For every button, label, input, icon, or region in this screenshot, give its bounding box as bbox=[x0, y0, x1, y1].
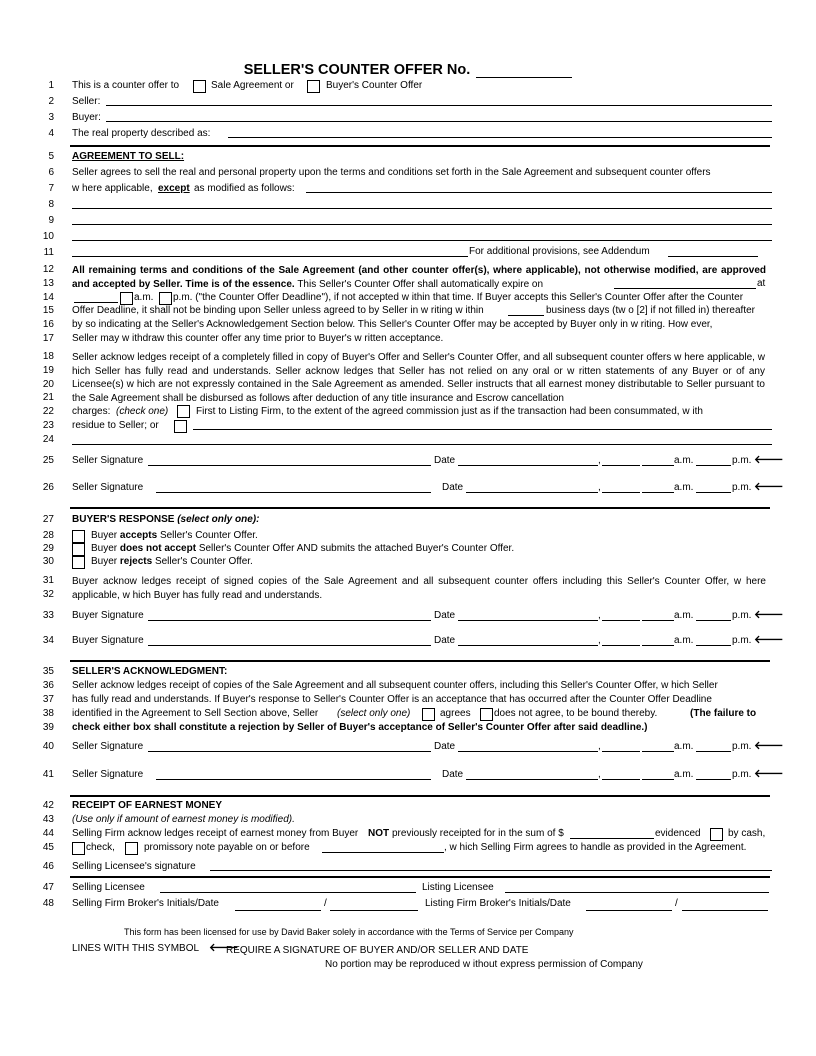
buyer-1-signature-label: Buyer Signature bbox=[72, 610, 144, 621]
lines-with-symbol-label: LINES WITH THIS SYMBOL bbox=[72, 943, 200, 954]
buyer-label: Buyer: bbox=[72, 112, 101, 123]
left-arrow-icon: 🡐 bbox=[754, 608, 784, 621]
promissory-date-field[interactable] bbox=[322, 852, 444, 853]
deadline-text-5: Seller may w ithdraw this counter offer any time prior to Buyer's w ritten acceptance. bbox=[72, 333, 444, 344]
seller-2-pm-label: p.m. bbox=[732, 482, 752, 493]
first-to-listing-firm-label: First to Listing Firm, to the extent of the agreed commission just as if the transaction had been consummated, w ith bbox=[196, 406, 703, 417]
line-number: 29 bbox=[42, 543, 54, 554]
seller-2-am-label: a.m. bbox=[674, 482, 694, 493]
line-number: 43 bbox=[42, 814, 54, 825]
line-number: 2 bbox=[48, 96, 54, 107]
line-number: 8 bbox=[48, 199, 54, 210]
buyers-counter-offer-checkbox[interactable] bbox=[307, 80, 320, 93]
seller-4-date-label: Date bbox=[442, 769, 464, 780]
seller-2-date-field[interactable] bbox=[466, 492, 598, 493]
buyer-2-year-field[interactable] bbox=[602, 645, 640, 646]
earnest-line-45c: , w hich Selling Firm agrees to handle as provided in the Agreement. bbox=[444, 842, 747, 853]
line-number: 38 bbox=[42, 708, 54, 719]
seller-2-date-label: Date bbox=[442, 482, 464, 493]
line-number: 31 bbox=[42, 575, 54, 586]
seller-name-field[interactable] bbox=[106, 105, 772, 106]
seller-1-time-am-field[interactable] bbox=[642, 465, 674, 466]
buyer-1-am-label: a.m. bbox=[674, 610, 694, 621]
agreement-text-line-6: Seller agrees to sell the real and personal property upon the terms and conditions set forth in the Sale Agreement and subsequent counter offers bbox=[72, 167, 711, 178]
buyer-1-year-field[interactable] bbox=[602, 620, 640, 621]
pm-checkbox[interactable] bbox=[159, 292, 172, 305]
seller-label: Seller: bbox=[72, 96, 101, 107]
counter-offer-to-label: This is a counter offer to bbox=[72, 80, 180, 91]
buyer-2-signature-label: Buyer Signature bbox=[72, 635, 144, 646]
line-number: 47 bbox=[42, 882, 54, 893]
seller-1-time-pm-field[interactable] bbox=[696, 465, 731, 466]
buyer-2-signature-field[interactable] bbox=[148, 645, 431, 646]
buyer-2-date-label: Date bbox=[434, 635, 456, 646]
buyer-acknowledgement-text: Buyer acknow ledges receipt of signed copies of the Sale Agreement and all subsequent counter offers including this Seller's Counter Offer, w here applicable, w hich Buyer has fully read and understands. bbox=[72, 576, 766, 601]
slash: / bbox=[675, 898, 678, 909]
buyer-response-heading: BUYER'S RESPONSE (select only one): bbox=[72, 514, 260, 525]
listing-broker-label: Listing Firm Broker's Initials/Date bbox=[425, 898, 571, 909]
buyer-1-time-pm-field[interactable] bbox=[696, 620, 731, 621]
buyer-2-am-label: a.m. bbox=[674, 635, 694, 646]
line-number: 46 bbox=[42, 861, 54, 872]
addendum-field[interactable] bbox=[668, 256, 758, 257]
seller-3-signature-label: Seller Signature bbox=[72, 741, 144, 752]
form-title-text: SELLER'S COUNTER OFFER No. bbox=[243, 62, 471, 78]
seller-1-signature-label: Seller Signature bbox=[72, 455, 144, 466]
seller-3-date-comma: , bbox=[598, 741, 601, 752]
seller-1-pm-label: p.m. bbox=[732, 455, 752, 466]
modified-as-follows: as modified as follows: bbox=[194, 183, 295, 194]
line-number: 12 bbox=[42, 264, 54, 275]
line-number: 7 bbox=[48, 183, 54, 194]
property-field[interactable] bbox=[228, 137, 772, 138]
except-text: except bbox=[158, 183, 190, 194]
line-number: 25 bbox=[42, 455, 54, 466]
addendum-label: For additional provisions, see Addendum bbox=[469, 246, 650, 257]
line-number: 16 bbox=[42, 319, 54, 330]
line-number: 40 bbox=[42, 741, 54, 752]
selling-broker-initials-field[interactable] bbox=[235, 910, 321, 911]
left-arrow-icon: 🡐 bbox=[754, 739, 784, 752]
buyer-1-signature-field[interactable] bbox=[148, 620, 431, 621]
line-number: 13 bbox=[42, 278, 54, 289]
line-number: 18 bbox=[42, 351, 54, 362]
buyer-1-date-comma: , bbox=[598, 610, 601, 621]
am-checkbox[interactable] bbox=[120, 292, 133, 305]
buyers-counter-offer-label: Buyer's Counter Offer bbox=[326, 80, 423, 91]
seller-2-signature-label: Seller Signature bbox=[72, 482, 144, 493]
line-number: 19 bbox=[42, 365, 54, 376]
left-arrow-icon: 🡐 bbox=[754, 453, 784, 466]
sale-agreement-label: Sale Agreement or bbox=[211, 80, 294, 91]
seller-1-date-field[interactable] bbox=[458, 465, 598, 466]
selling-broker-label: Selling Firm Broker's Initials/Date bbox=[72, 898, 219, 909]
line-number: 28 bbox=[42, 530, 54, 541]
residue-option-field[interactable] bbox=[193, 429, 772, 430]
buyer-1-pm-label: p.m. bbox=[732, 610, 752, 621]
listing-licensee-label: Listing Licensee bbox=[422, 882, 494, 893]
seller-receipt-paragraph: Seller acknow ledges receipt of a completely filled in copy of Buyer's Offer and Seller's Counter Offer, and all subsequent counter offers w here applicable, w hich Seller has fully read and understands. Seller acknow ledges that Seller has not relied on any oral or w ritten statements of any Buyer or of any Licensee(s) w hich are not expressly contained in the Sale Agreement as amended. Seller instructs that all earnest money distributable to Seller pursuant to the Sale Agreement shall be disbursed as follows after deduction of any title insurance and Escrow cancellation bbox=[72, 352, 765, 404]
evidenced-label: evidenced bbox=[655, 828, 701, 839]
seller-4-signature-label: Seller Signature bbox=[72, 769, 144, 780]
deadline-text-2: Offer Deadline, it shall not be binding upon Seller unless agreed to by Seller in w riting w ithin bbox=[72, 305, 484, 316]
line-number: 20 bbox=[42, 379, 54, 390]
form-title bbox=[0, 62, 816, 78]
seller-4-time-pm-field[interactable] bbox=[696, 779, 731, 780]
deadline-text-3: business days (tw o [2] if not filled in) thereafter bbox=[546, 305, 755, 316]
line-number: 36 bbox=[42, 680, 54, 691]
cash-checkbox[interactable] bbox=[710, 828, 723, 841]
require-signature-label: REQUIRE A SIGNATURE OF BUYER AND/OR SELLER AND DATE bbox=[226, 945, 529, 956]
modification-field-line-9[interactable] bbox=[72, 224, 772, 225]
section-divider bbox=[70, 660, 770, 662]
line-number: 6 bbox=[48, 167, 54, 178]
check-label: check, bbox=[86, 842, 115, 853]
line-number: 15 bbox=[42, 305, 54, 316]
seller-does-not-agree-checkbox[interactable] bbox=[480, 708, 493, 721]
earnest-amount-field[interactable] bbox=[570, 838, 654, 839]
left-arrow-icon: 🡐 bbox=[754, 767, 784, 780]
seller-ack-heading: SELLER'S ACKNOWLEDGMENT: bbox=[72, 666, 228, 677]
seller-1-date-label: Date bbox=[434, 455, 456, 466]
line-number: 41 bbox=[42, 769, 54, 780]
residue-label: residue to Seller; or bbox=[72, 420, 159, 431]
listing-broker-date-field[interactable] bbox=[682, 910, 768, 911]
seller-4-am-label: a.m. bbox=[674, 769, 694, 780]
section-divider bbox=[70, 876, 770, 878]
at-label: at bbox=[757, 278, 766, 289]
earnest-line-44c: previously receipted for in the sum of $ bbox=[392, 828, 564, 839]
selling-licensee-signature-label: Selling Licensee's signature bbox=[72, 861, 196, 872]
buyer-2-time-pm-field[interactable] bbox=[696, 645, 731, 646]
line-number: 24 bbox=[42, 434, 54, 445]
charges-label: charges: bbox=[72, 406, 111, 417]
section-divider bbox=[70, 145, 770, 147]
failure-note-line-39: check either box shall constitute a rejection by Seller of Buyer's acceptance of Seller's Counter Offer after said deadline.) bbox=[72, 722, 648, 733]
line-number: 34 bbox=[42, 635, 54, 646]
failure-note-start: (The failure to bbox=[690, 708, 757, 719]
line-number: 33 bbox=[42, 610, 54, 621]
buyer-2-time-am-field[interactable] bbox=[642, 645, 674, 646]
selling-licensee-signature-field[interactable] bbox=[210, 870, 772, 871]
line-number: 9 bbox=[48, 215, 54, 226]
property-label: The real property described as: bbox=[72, 128, 211, 139]
seller-2-date-comma: , bbox=[598, 482, 601, 493]
seller-2-signature-field[interactable] bbox=[156, 492, 431, 493]
line-number: 4 bbox=[48, 128, 54, 139]
sale-agreement-checkbox[interactable] bbox=[193, 80, 206, 93]
expiration-date-field[interactable] bbox=[614, 288, 756, 289]
buyer-does-not-accept-label: Buyer does not accept Seller's Counter Offer AND submits the attached Buyer's Counter Offer. bbox=[91, 543, 515, 554]
seller-agrees-label: agrees bbox=[440, 708, 471, 719]
buyer-1-time-am-field[interactable] bbox=[642, 620, 674, 621]
seller-3-date-field[interactable] bbox=[458, 751, 598, 752]
modification-field-line-8[interactable] bbox=[72, 208, 772, 209]
earnest-line-44a: Selling Firm acknow ledges receipt of earnest money from Buyer bbox=[72, 828, 359, 839]
earnest-money-note: (Use only if amount of earnest money is modified). bbox=[72, 814, 295, 825]
seller-ack-line-38: identified in the Agreement to Sell Section above, Seller bbox=[72, 708, 319, 719]
line-number: 48 bbox=[42, 898, 54, 909]
line-number: 10 bbox=[42, 231, 54, 242]
buyer-does-not-accept-checkbox[interactable] bbox=[72, 543, 85, 556]
seller-2-time-pm-field[interactable] bbox=[696, 492, 731, 493]
listing-broker-initials-field[interactable] bbox=[586, 910, 672, 911]
seller-4-year-field[interactable] bbox=[602, 779, 640, 780]
agreement-where-applicable: w here applicable, bbox=[72, 183, 153, 194]
seller-3-signature-field[interactable] bbox=[148, 751, 431, 752]
buyer-rejects-checkbox[interactable] bbox=[72, 556, 85, 569]
expiration-time-field[interactable] bbox=[74, 302, 118, 303]
modification-field-line-11[interactable] bbox=[72, 256, 468, 257]
seller-3-date-label: Date bbox=[434, 741, 456, 752]
first-to-listing-firm-checkbox[interactable] bbox=[177, 405, 190, 418]
buyer-2-date-field[interactable] bbox=[458, 645, 598, 646]
line-number: 32 bbox=[42, 589, 54, 600]
section-divider bbox=[70, 507, 770, 509]
buyer-2-date-comma: , bbox=[598, 635, 601, 646]
promissory-note-label: promissory note payable on or before bbox=[144, 842, 310, 853]
line-number: 22 bbox=[42, 406, 54, 417]
line-number: 21 bbox=[42, 392, 54, 403]
line-number: 27 bbox=[42, 514, 54, 525]
am-label: a.m. bbox=[134, 292, 154, 303]
seller-3-am-label: a.m. bbox=[674, 741, 694, 752]
earnest-not: NOT bbox=[368, 828, 390, 839]
agreement-heading: AGREEMENT TO SELL: bbox=[72, 151, 185, 162]
line-number: 37 bbox=[42, 694, 54, 705]
slash: / bbox=[324, 898, 327, 909]
buyer-2-pm-label: p.m. bbox=[732, 635, 752, 646]
counter-offer-number-field[interactable] bbox=[476, 64, 572, 78]
line-number: 17 bbox=[42, 333, 54, 344]
cash-label: by cash, bbox=[728, 828, 766, 839]
selling-licensee-label: Selling Licensee bbox=[72, 882, 145, 893]
line-number: 14 bbox=[42, 292, 54, 303]
check-checkbox[interactable] bbox=[72, 842, 85, 855]
seller-2-year-field[interactable] bbox=[602, 492, 640, 493]
line-number: 42 bbox=[42, 800, 54, 811]
line-number: 5 bbox=[48, 151, 54, 162]
line-number: 44 bbox=[42, 828, 54, 839]
seller-3-pm-label: p.m. bbox=[732, 741, 752, 752]
buyer-1-date-label: Date bbox=[434, 610, 456, 621]
deadline-text-4: by so indicating at the Seller's Acknowledgement Section below. This Seller's Counter Offer may be accepted by Buyer only in w riting. How ever, bbox=[72, 319, 713, 330]
seller-3-time-pm-field[interactable] bbox=[696, 751, 731, 752]
line-number: 26 bbox=[42, 482, 54, 493]
line-number: 23 bbox=[42, 420, 54, 431]
residue-option-checkbox[interactable] bbox=[174, 420, 187, 433]
seller-4-time-am-field[interactable] bbox=[642, 779, 674, 780]
earnest-money-heading: RECEIPT OF EARNEST MONEY bbox=[72, 800, 223, 811]
seller-2-time-am-field[interactable] bbox=[642, 492, 674, 493]
buyer-1-date-field[interactable] bbox=[458, 620, 598, 621]
left-arrow-icon: 🡐 bbox=[754, 633, 784, 646]
line-number: 39 bbox=[42, 722, 54, 733]
left-arrow-icon: 🡐 bbox=[209, 941, 239, 954]
seller-4-date-field[interactable] bbox=[466, 779, 598, 780]
seller-1-am-label: a.m. bbox=[674, 455, 694, 466]
select-only-one-label: (select only one) bbox=[337, 708, 411, 719]
deadline-text: p.m. ("the Counter Offer Deadline"), if not accepted w ithin that time. If Buyer accepts this Seller's Counter Offer after the Counter bbox=[173, 292, 744, 303]
selling-licensee-field[interactable] bbox=[160, 892, 416, 893]
seller-agrees-checkbox[interactable] bbox=[422, 708, 435, 721]
line-24-field[interactable] bbox=[72, 444, 772, 445]
listing-licensee-field[interactable] bbox=[505, 892, 769, 893]
seller-1-signature-field[interactable] bbox=[148, 465, 431, 466]
seller-1-year-field[interactable] bbox=[602, 465, 640, 466]
license-notice: This form has been licensed for use by David Baker solely in accordance with the Terms of Service per Company bbox=[124, 927, 574, 937]
seller-ack-line-36: Seller acknow ledges receipt of copies of the Sale Agreement and all subsequent counter offers, including this Seller's Counter Offer, w hich Seller bbox=[72, 680, 718, 691]
check-one-label: (check one) bbox=[116, 406, 169, 417]
remaining-terms-paragraph: All remaining terms and conditions of the Sale Agreement (and other counter offer(s), where applicable), not otherwise modified, are approved and accepted by Seller. Time is of the essence. This Seller's Counter Offer shall automatically expire on bbox=[72, 265, 766, 290]
buyer-accepts-checkbox[interactable] bbox=[72, 530, 85, 543]
line-number: 1 bbox=[48, 80, 54, 91]
buyer-rejects-label: Buyer rejects Seller's Counter Offer. bbox=[91, 556, 253, 567]
promissory-note-checkbox[interactable] bbox=[125, 842, 138, 855]
seller-3-time-am-field[interactable] bbox=[642, 751, 674, 752]
section-divider bbox=[70, 795, 770, 797]
business-days-field[interactable] bbox=[508, 315, 544, 316]
seller-3-year-field[interactable] bbox=[602, 751, 640, 752]
modification-field-line-7[interactable] bbox=[306, 192, 772, 193]
copyright-notice: No portion may be reproduced w ithout express permission of Company bbox=[325, 959, 643, 970]
seller-4-date-comma: , bbox=[598, 769, 601, 780]
line-number: 45 bbox=[42, 842, 54, 853]
seller-4-pm-label: p.m. bbox=[732, 769, 752, 780]
line-number: 35 bbox=[42, 666, 54, 677]
modification-field-line-10[interactable] bbox=[72, 240, 772, 241]
buyer-accepts-label: Buyer accepts Seller's Counter Offer. bbox=[91, 530, 258, 541]
seller-does-not-agree-label: does not agree, to be bound thereby. bbox=[494, 708, 658, 719]
selling-broker-date-field[interactable] bbox=[330, 910, 418, 911]
line-number: 3 bbox=[48, 112, 54, 123]
line-number: 30 bbox=[42, 556, 54, 567]
seller-1-date-comma: , bbox=[598, 455, 601, 466]
buyer-name-field[interactable] bbox=[106, 121, 772, 122]
line-number: 11 bbox=[43, 247, 54, 258]
left-arrow-icon: 🡐 bbox=[754, 480, 784, 493]
seller-4-signature-field[interactable] bbox=[156, 779, 431, 780]
seller-ack-line-37: has fully read and understands. If Buyer's response to Seller's Counter Offer is an acceptance that has occurred after the Counter Offer Deadline bbox=[72, 694, 712, 705]
